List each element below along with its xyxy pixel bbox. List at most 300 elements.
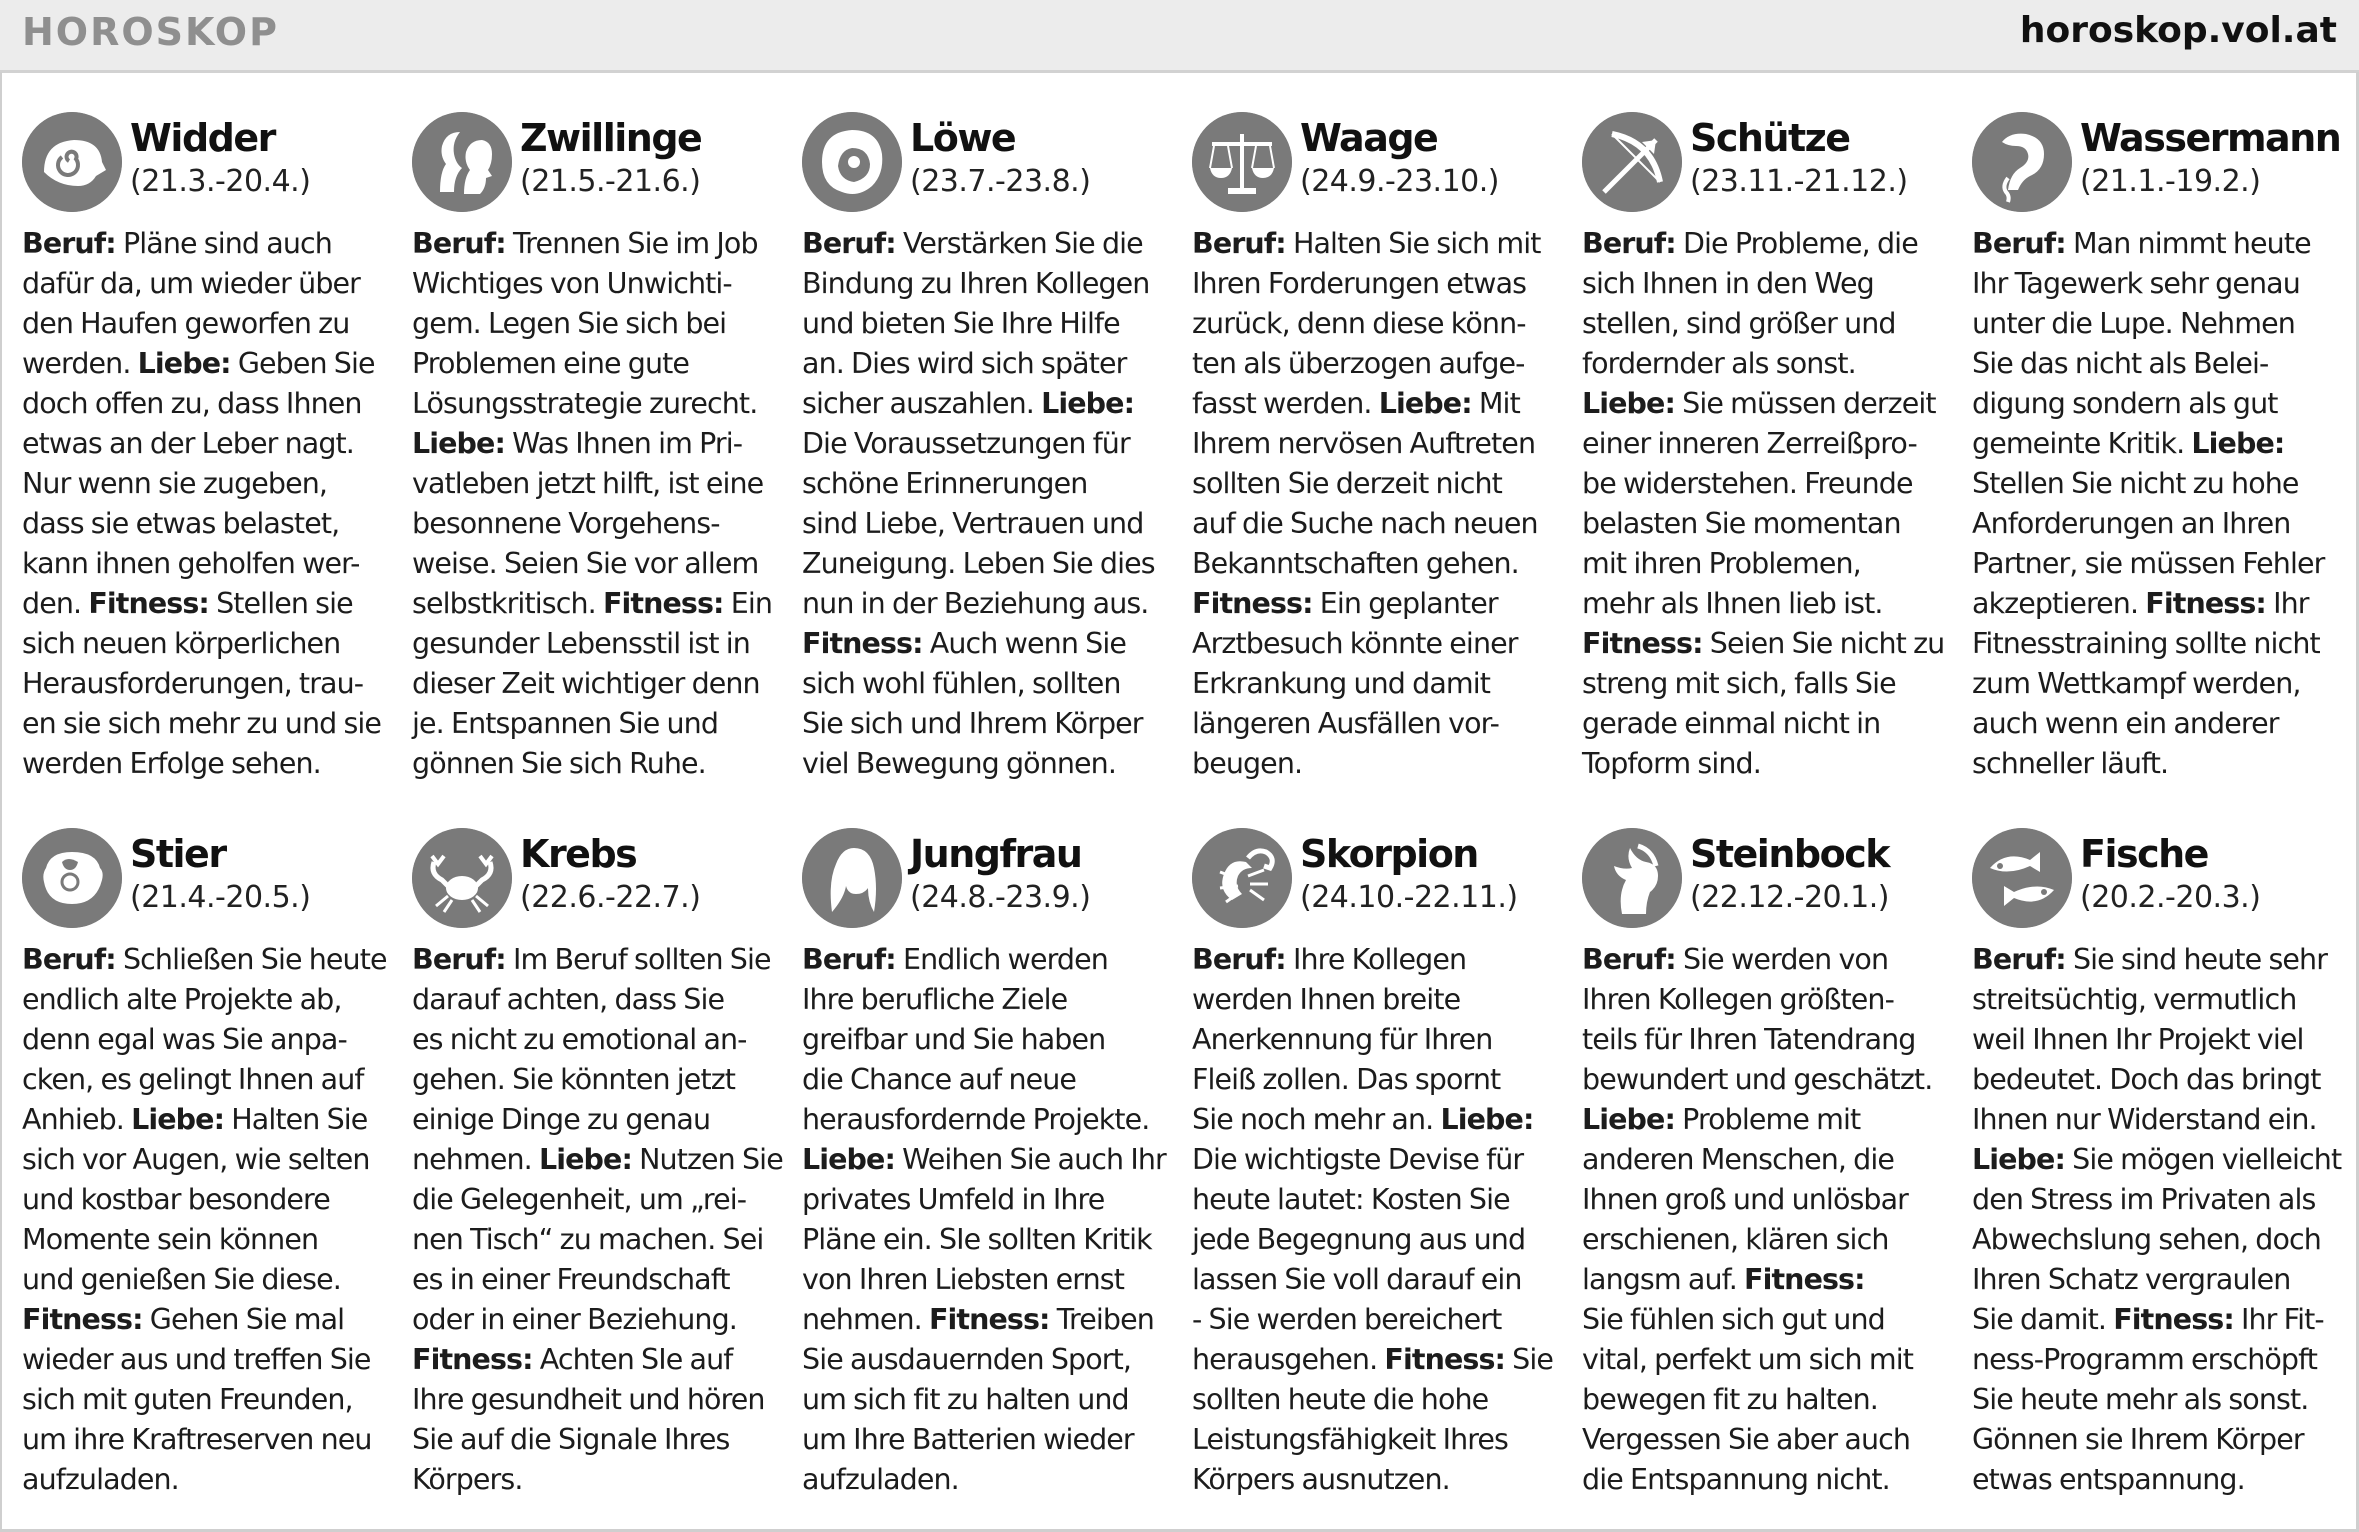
text-line bbox=[1972, 384, 2342, 424]
sign-name: Schütze bbox=[1690, 116, 1850, 160]
scorpio-scorpion-icon bbox=[1192, 828, 1292, 928]
virgo-maiden-icon bbox=[802, 828, 902, 928]
text-segment: Ihr Tagewerk sehr genau bbox=[1972, 267, 2300, 300]
aries-ram-icon bbox=[22, 112, 122, 212]
text-segment: Sie ausdauernden Sport, bbox=[802, 1343, 1132, 1376]
text-line bbox=[1192, 264, 1562, 304]
text-line bbox=[1192, 384, 1562, 424]
section-keyword: Fitness: bbox=[602, 587, 724, 620]
text-segment: Lösungsstrategie zurecht. bbox=[412, 387, 758, 420]
text-line bbox=[22, 344, 392, 384]
text-segment: langsm auf. bbox=[1582, 1263, 1745, 1296]
text-line bbox=[1582, 224, 1952, 264]
text-segment: Stellen Sie nicht zu hohe bbox=[1972, 467, 2299, 500]
text-line bbox=[802, 1260, 1172, 1300]
text-line bbox=[1972, 1140, 2342, 1180]
section-keyword: Fitness: bbox=[1744, 1263, 1865, 1296]
text-line bbox=[802, 1300, 1172, 1340]
section-keyword: Beruf: bbox=[1972, 943, 2066, 976]
text-line bbox=[1192, 1060, 1562, 1100]
sign-text bbox=[22, 224, 392, 784]
text-line bbox=[1192, 224, 1562, 264]
text-line bbox=[1972, 940, 2342, 980]
text-segment: Pläne ein. SIe sollten Kritik bbox=[802, 1223, 1152, 1256]
text-segment: Partner, sie müssen Fehler bbox=[1972, 547, 2325, 580]
text-segment: greifbar und Sie haben bbox=[802, 1023, 1106, 1056]
text-segment: nun in der Beziehung aus. bbox=[802, 587, 1149, 620]
section-keyword: Beruf: bbox=[802, 227, 896, 260]
sign-dates: (23.7.-23.8.) bbox=[910, 164, 1091, 199]
text-segment: - Sie werden bereichert bbox=[1192, 1303, 1502, 1336]
text-line bbox=[1582, 544, 1952, 584]
text-line bbox=[1972, 304, 2342, 344]
text-segment: besonnene Vorgehens- bbox=[412, 507, 720, 540]
text-segment: Geben Sie bbox=[230, 347, 375, 380]
text-line bbox=[22, 940, 392, 980]
text-segment: Die wichtigste Devise für bbox=[1192, 1143, 1524, 1176]
text-segment: sich Ihnen in den Weg bbox=[1582, 267, 1874, 300]
text-segment: unter die Lupe. Nehmen bbox=[1972, 307, 2295, 340]
text-segment: sich wohl fühlen, sollten bbox=[802, 667, 1121, 700]
text-segment: streng mit sich, falls Sie bbox=[1582, 667, 1896, 700]
text-segment: sich vor Augen, wie selten bbox=[22, 1143, 370, 1176]
text-segment: Topform sind. bbox=[1582, 747, 1761, 780]
text-segment: Pläne sind auch bbox=[115, 227, 332, 260]
text-line bbox=[412, 1180, 782, 1220]
text-segment: akzeptieren. bbox=[1972, 587, 2146, 620]
text-segment: viel Bewegung gönnen. bbox=[802, 747, 1117, 780]
text-segment: Bekanntschaften gehen. bbox=[1192, 547, 1519, 580]
text-line bbox=[1192, 1260, 1562, 1300]
section-keyword: Beruf: bbox=[412, 943, 506, 976]
text-line bbox=[1582, 304, 1952, 344]
text-line bbox=[22, 1180, 392, 1220]
text-line bbox=[1192, 504, 1562, 544]
text-segment: den Stress im Privaten als bbox=[1972, 1183, 2316, 1216]
section-keyword: Fitness: bbox=[2145, 587, 2266, 620]
text-line bbox=[1192, 304, 1562, 344]
text-line bbox=[1192, 1180, 1562, 1220]
text-segment: gesunder Lebensstil ist in bbox=[412, 627, 750, 660]
text-segment: fordernder als sonst. bbox=[1582, 347, 1856, 380]
text-segment: erschienen, klären sich bbox=[1582, 1223, 1889, 1256]
text-line bbox=[1972, 424, 2342, 464]
sign-name: Widder bbox=[130, 116, 275, 160]
text-segment: Anerkennung für Ihren bbox=[1192, 1023, 1493, 1056]
text-segment: ten als überzogen aufge- bbox=[1192, 347, 1525, 380]
sign-text bbox=[802, 940, 1172, 1500]
gemini-twins-icon bbox=[412, 112, 512, 212]
text-line bbox=[22, 744, 392, 784]
text-line bbox=[1192, 1340, 1562, 1380]
text-line bbox=[1972, 1260, 2342, 1300]
text-line bbox=[1582, 584, 1952, 624]
text-line bbox=[412, 1380, 782, 1420]
text-segment: Sie fühlen sich gut und bbox=[1582, 1303, 1885, 1336]
text-line bbox=[1192, 584, 1562, 624]
sign-dates: (22.12.-20.1.) bbox=[1690, 880, 1889, 915]
text-line bbox=[1192, 704, 1562, 744]
text-line bbox=[1972, 504, 2342, 544]
text-segment: sollten heute die hohe bbox=[1192, 1383, 1489, 1416]
text-line bbox=[1972, 1020, 2342, 1060]
text-line bbox=[1582, 1380, 1952, 1420]
text-line bbox=[802, 664, 1172, 704]
text-segment: Ihr Fit- bbox=[2233, 1303, 2324, 1336]
text-line bbox=[1192, 1020, 1562, 1060]
text-line bbox=[1582, 1460, 1952, 1500]
text-line bbox=[22, 504, 392, 544]
text-segment: etwas an der Leber nagt. bbox=[22, 427, 354, 460]
text-line bbox=[22, 544, 392, 584]
text-line bbox=[22, 464, 392, 504]
text-line bbox=[1192, 1380, 1562, 1420]
section-keyword: Liebe: bbox=[538, 1143, 632, 1176]
text-segment: Ein bbox=[723, 587, 773, 620]
sign-dates: (21.1.-19.2.) bbox=[2080, 164, 2261, 199]
text-segment: Sie werden von bbox=[1675, 943, 1889, 976]
section-keyword: Liebe: bbox=[1041, 387, 1135, 420]
text-line bbox=[1192, 624, 1562, 664]
text-segment: um ihre Kraftreserven neu bbox=[22, 1423, 372, 1456]
text-segment: Wichtiges von Unwichti- bbox=[412, 267, 732, 300]
text-segment: bedeutet. Doch das bringt bbox=[1972, 1063, 2321, 1096]
text-line bbox=[1192, 424, 1562, 464]
sign-dates: (22.6.-22.7.) bbox=[520, 880, 701, 915]
text-segment: Ihr bbox=[2265, 587, 2309, 620]
text-line bbox=[1192, 664, 1562, 704]
text-line bbox=[1972, 1100, 2342, 1140]
section-keyword: Beruf: bbox=[1972, 227, 2066, 260]
text-line bbox=[22, 1020, 392, 1060]
text-line bbox=[22, 1300, 392, 1340]
text-segment: an. Dies wird sich später bbox=[802, 347, 1127, 380]
text-line bbox=[22, 1460, 392, 1500]
text-line bbox=[412, 1260, 782, 1300]
section-keyword: Beruf: bbox=[802, 943, 896, 976]
text-line bbox=[412, 1100, 782, 1140]
text-segment: Im Beruf sollten Sie bbox=[505, 943, 771, 976]
left-border bbox=[0, 72, 2, 1532]
text-line bbox=[802, 344, 1172, 384]
text-segment: Endlich werden bbox=[895, 943, 1108, 976]
text-segment: herausfordernde Projekte. bbox=[802, 1103, 1150, 1136]
text-segment: Ein geplanter bbox=[1312, 587, 1498, 620]
text-segment: Trennen Sie im Job bbox=[505, 227, 758, 260]
taurus-bull-icon bbox=[22, 828, 122, 928]
section-keyword: Fitness: bbox=[1384, 1343, 1506, 1376]
text-segment: mit ihren Problemen, bbox=[1582, 547, 1861, 580]
text-segment: Zuneigung. Leben Sie dies bbox=[802, 547, 1155, 580]
text-segment: Leistungsfähigkeit Ihres bbox=[1192, 1423, 1509, 1456]
text-line bbox=[1972, 664, 2342, 704]
sign-text bbox=[1972, 224, 2342, 784]
text-line bbox=[412, 224, 782, 264]
text-line bbox=[412, 1060, 782, 1100]
text-segment: belasten Sie momentan bbox=[1582, 507, 1901, 540]
text-line bbox=[22, 1140, 392, 1180]
sign-name: Jungfrau bbox=[910, 832, 1082, 876]
text-line bbox=[802, 1060, 1172, 1100]
text-segment: Körpers. bbox=[412, 1463, 523, 1496]
text-segment: digung sondern als gut bbox=[1972, 387, 2278, 420]
text-segment: Sie müssen derzeit bbox=[1675, 387, 1936, 420]
text-line bbox=[412, 384, 782, 424]
text-line bbox=[1972, 1060, 2342, 1100]
text-segment: cken, es gelingt Ihnen auf bbox=[22, 1063, 364, 1096]
text-line bbox=[412, 1220, 782, 1260]
text-segment: gönnen Sie sich Ruhe. bbox=[412, 747, 706, 780]
text-line bbox=[22, 304, 392, 344]
text-segment: Die Probleme, die bbox=[1675, 227, 1918, 260]
section-keyword: Beruf: bbox=[1192, 227, 1286, 260]
text-line bbox=[802, 224, 1172, 264]
text-segment: und genießen Sie diese. bbox=[22, 1263, 341, 1296]
text-segment: Probleme mit bbox=[1675, 1103, 1861, 1136]
sign-text bbox=[1582, 940, 1952, 1500]
section-keyword: Beruf: bbox=[412, 227, 506, 260]
text-segment: und bieten Sie Ihre Hilfe bbox=[802, 307, 1120, 340]
text-segment: fasst werden. bbox=[1192, 387, 1379, 420]
section-keyword: Beruf: bbox=[1582, 943, 1676, 976]
text-segment: Halten Sie sich mit bbox=[1285, 227, 1541, 260]
text-line bbox=[1972, 980, 2342, 1020]
section-keyword: Liebe: bbox=[1440, 1103, 1534, 1136]
text-segment: den. bbox=[22, 587, 89, 620]
text-segment: die Chance auf neue bbox=[802, 1063, 1077, 1096]
text-segment: zurück, denn diese könn- bbox=[1192, 307, 1526, 340]
text-line bbox=[802, 584, 1172, 624]
text-segment: Erkrankung und damit bbox=[1192, 667, 1491, 700]
text-line bbox=[1192, 1140, 1562, 1180]
text-line bbox=[1972, 544, 2342, 584]
text-line bbox=[22, 1220, 392, 1260]
section-keyword: Liebe: bbox=[131, 1103, 225, 1136]
text-segment: aufzuladen. bbox=[802, 1463, 959, 1496]
text-segment: Fitnesstraining sollte nicht bbox=[1972, 627, 2320, 660]
text-segment: Was Ihnen im Pri- bbox=[505, 427, 743, 460]
text-segment: Mit bbox=[1471, 387, 1520, 420]
text-line bbox=[412, 1140, 782, 1180]
sign-dates: (24.8.-23.9.) bbox=[910, 880, 1091, 915]
text-segment: Weihen Sie auch Ihr bbox=[895, 1143, 1166, 1176]
text-line bbox=[1972, 464, 2342, 504]
text-segment: werden Ihnen breite bbox=[1192, 983, 1461, 1016]
pisces-fish-icon bbox=[1972, 828, 2072, 928]
text-line bbox=[1582, 464, 1952, 504]
text-segment: stellen, sind größer und bbox=[1582, 307, 1896, 340]
sign-name: Skorpion bbox=[1300, 832, 1478, 876]
sign-name: Löwe bbox=[910, 116, 1016, 160]
text-segment: Ihre gesundheit und hören bbox=[412, 1383, 765, 1416]
section-keyword: Fitness: bbox=[1582, 627, 1703, 660]
text-segment: dafür da, um wieder über bbox=[22, 267, 360, 300]
text-line bbox=[1582, 1020, 1952, 1060]
site-link[interactable]: horoskop.vol.at bbox=[2019, 10, 2337, 51]
text-segment: werden Erfolge sehen. bbox=[22, 747, 321, 780]
text-segment: anderen Menschen, die bbox=[1582, 1143, 1895, 1176]
text-segment: Anforderungen an Ihren bbox=[1972, 507, 2291, 540]
text-segment: bewegen fit zu halten. bbox=[1582, 1383, 1878, 1416]
sign-text bbox=[22, 940, 392, 1500]
text-segment: selbstkritisch. bbox=[412, 587, 603, 620]
text-line bbox=[1192, 1460, 1562, 1500]
text-segment: weil Ihnen Ihr Projekt viel bbox=[1972, 1023, 2304, 1056]
text-segment: gerade einmal nicht in bbox=[1582, 707, 1881, 740]
text-segment: darauf achten, dass Sie bbox=[412, 983, 725, 1016]
text-line bbox=[1972, 1220, 2342, 1260]
text-segment: werden. bbox=[22, 347, 138, 380]
section-keyword: Fitness: bbox=[412, 1343, 533, 1376]
text-line bbox=[802, 1220, 1172, 1260]
text-line bbox=[1582, 264, 1952, 304]
text-segment: die Entspannung nicht. bbox=[1582, 1463, 1890, 1496]
text-segment: Vergessen Sie aber auch bbox=[1582, 1423, 1911, 1456]
text-segment: einige Dinge zu genau bbox=[412, 1103, 711, 1136]
text-line bbox=[1192, 744, 1562, 784]
sign-text bbox=[1582, 224, 1952, 784]
sign-dates: (23.11.-21.12.) bbox=[1690, 164, 1908, 199]
text-segment: bewundert und geschätzt. bbox=[1582, 1063, 1933, 1096]
text-segment: Ihnen groß und unlösbar bbox=[1582, 1183, 1908, 1216]
text-line bbox=[802, 1100, 1172, 1140]
text-segment: Achten SIe auf bbox=[532, 1343, 733, 1376]
text-segment: Gehen Sie mal bbox=[142, 1303, 345, 1336]
text-segment: heute lautet: Kosten Sie bbox=[1192, 1183, 1510, 1216]
sign-dates: (24.10.-22.11.) bbox=[1300, 880, 1518, 915]
text-segment: Ihre berufliche Ziele bbox=[802, 983, 1068, 1016]
text-segment: nehmen. bbox=[412, 1143, 539, 1176]
text-segment: vital, perfekt um sich mit bbox=[1582, 1343, 1914, 1376]
section-keyword: Liebe: bbox=[1972, 1143, 2065, 1176]
text-segment: sind Liebe, Vertrauen und bbox=[802, 507, 1144, 540]
sign-name: Steinbock bbox=[1690, 832, 1889, 876]
text-line bbox=[1582, 980, 1952, 1020]
text-line bbox=[802, 744, 1172, 784]
sign-text bbox=[802, 224, 1172, 784]
text-segment: etwas entspannung. bbox=[1972, 1463, 2245, 1496]
sign-name: Stier bbox=[130, 832, 226, 876]
text-segment: je. Entspannen Sie und bbox=[412, 707, 719, 740]
text-segment: Stellen sie bbox=[208, 587, 353, 620]
leo-lion-icon bbox=[802, 112, 902, 212]
text-line bbox=[412, 704, 782, 744]
text-segment: schöne Erinnerungen bbox=[802, 467, 1088, 500]
text-line bbox=[1972, 704, 2342, 744]
sign-text bbox=[412, 224, 782, 784]
text-line bbox=[1972, 1180, 2342, 1220]
text-line bbox=[802, 424, 1172, 464]
text-line bbox=[412, 664, 782, 704]
text-segment: mehr als Ihnen lieb ist. bbox=[1582, 587, 1883, 620]
sign-dates: (21.5.-21.6.) bbox=[520, 164, 701, 199]
text-line bbox=[22, 1340, 392, 1380]
section-keyword: Fitness: bbox=[22, 1303, 143, 1336]
text-line bbox=[1582, 1300, 1952, 1340]
text-line bbox=[1582, 1420, 1952, 1460]
text-segment: Sie sich und Ihrem Körper bbox=[802, 707, 1143, 740]
text-line bbox=[1582, 1060, 1952, 1100]
text-segment: es in einer Freundschaft bbox=[412, 1263, 730, 1296]
text-line bbox=[412, 584, 782, 624]
text-segment: denn egal was Sie anpa- bbox=[22, 1023, 347, 1056]
text-segment: streitsüchtig, vermutlich bbox=[1972, 983, 2297, 1016]
text-segment: Die Voraussetzungen für bbox=[802, 427, 1130, 460]
text-segment: Nur wenn sie zugeben, bbox=[22, 467, 328, 500]
text-segment: Halten Sie bbox=[224, 1103, 368, 1136]
text-segment: Man nimmt heute bbox=[2065, 227, 2311, 260]
text-line bbox=[1972, 1300, 2342, 1340]
text-line bbox=[802, 1340, 1172, 1380]
text-segment: Sie mögen vielleicht bbox=[2065, 1143, 2342, 1176]
text-segment: Sie damit. bbox=[1972, 1303, 2114, 1336]
text-segment: teils für Ihren Tatendrang bbox=[1582, 1023, 1916, 1056]
text-segment: Ihre Kollegen bbox=[1285, 943, 1467, 976]
text-line bbox=[1582, 384, 1952, 424]
sign-text bbox=[1192, 940, 1562, 1500]
text-line bbox=[22, 1100, 392, 1140]
section-keyword: Liebe: bbox=[1582, 387, 1675, 420]
section-keyword: Beruf: bbox=[22, 943, 116, 976]
text-line bbox=[22, 1380, 392, 1420]
section-keyword: Liebe: bbox=[412, 427, 505, 460]
text-segment: Sie bbox=[1505, 1343, 1554, 1376]
text-line bbox=[1192, 1100, 1562, 1140]
text-segment: Schließen Sie heute bbox=[115, 943, 387, 976]
text-segment: Sie noch mehr an. bbox=[1192, 1103, 1441, 1136]
text-line bbox=[802, 624, 1172, 664]
text-line bbox=[802, 980, 1172, 1020]
text-line bbox=[412, 980, 782, 1020]
text-line bbox=[412, 744, 782, 784]
text-segment: gemeinte Kritik. bbox=[1972, 427, 2192, 460]
text-segment: Arztbesuch könnte einer bbox=[1192, 627, 1518, 660]
text-segment: Sie heute mehr als sonst. bbox=[1972, 1383, 2309, 1416]
text-line bbox=[802, 1180, 1172, 1220]
text-line bbox=[1972, 624, 2342, 664]
text-line bbox=[1972, 1460, 2342, 1500]
header-bar bbox=[0, 0, 2359, 73]
text-line bbox=[1582, 504, 1952, 544]
text-line bbox=[1192, 464, 1562, 504]
text-line bbox=[22, 1260, 392, 1300]
text-line bbox=[802, 304, 1172, 344]
text-line bbox=[412, 624, 782, 664]
text-line bbox=[802, 544, 1172, 584]
text-line bbox=[412, 1340, 782, 1380]
text-segment: gem. Legen Sie sich bei bbox=[412, 307, 727, 340]
section-keyword: Fitness: bbox=[802, 627, 923, 660]
text-segment: Treiben bbox=[1049, 1303, 1154, 1336]
text-segment: Fleiß zollen. Das spornt bbox=[1192, 1063, 1501, 1096]
text-line bbox=[22, 584, 392, 624]
text-segment: zum Wettkampf werden, bbox=[1972, 667, 2301, 700]
text-line bbox=[1582, 344, 1952, 384]
text-line bbox=[1582, 1100, 1952, 1140]
section-keyword: Liebe: bbox=[2191, 427, 2285, 460]
cancer-crab-icon bbox=[412, 828, 512, 928]
text-segment: sich neuen körperlichen bbox=[22, 627, 341, 660]
text-segment: um Ihre Batterien wieder bbox=[802, 1423, 1134, 1456]
text-line bbox=[412, 544, 782, 584]
text-line bbox=[1972, 1420, 2342, 1460]
text-line bbox=[412, 424, 782, 464]
text-line bbox=[802, 704, 1172, 744]
text-line bbox=[1582, 624, 1952, 664]
text-line bbox=[1582, 744, 1952, 784]
text-segment: einer inneren Zerreißpro- bbox=[1582, 427, 1917, 460]
text-line bbox=[1192, 940, 1562, 980]
